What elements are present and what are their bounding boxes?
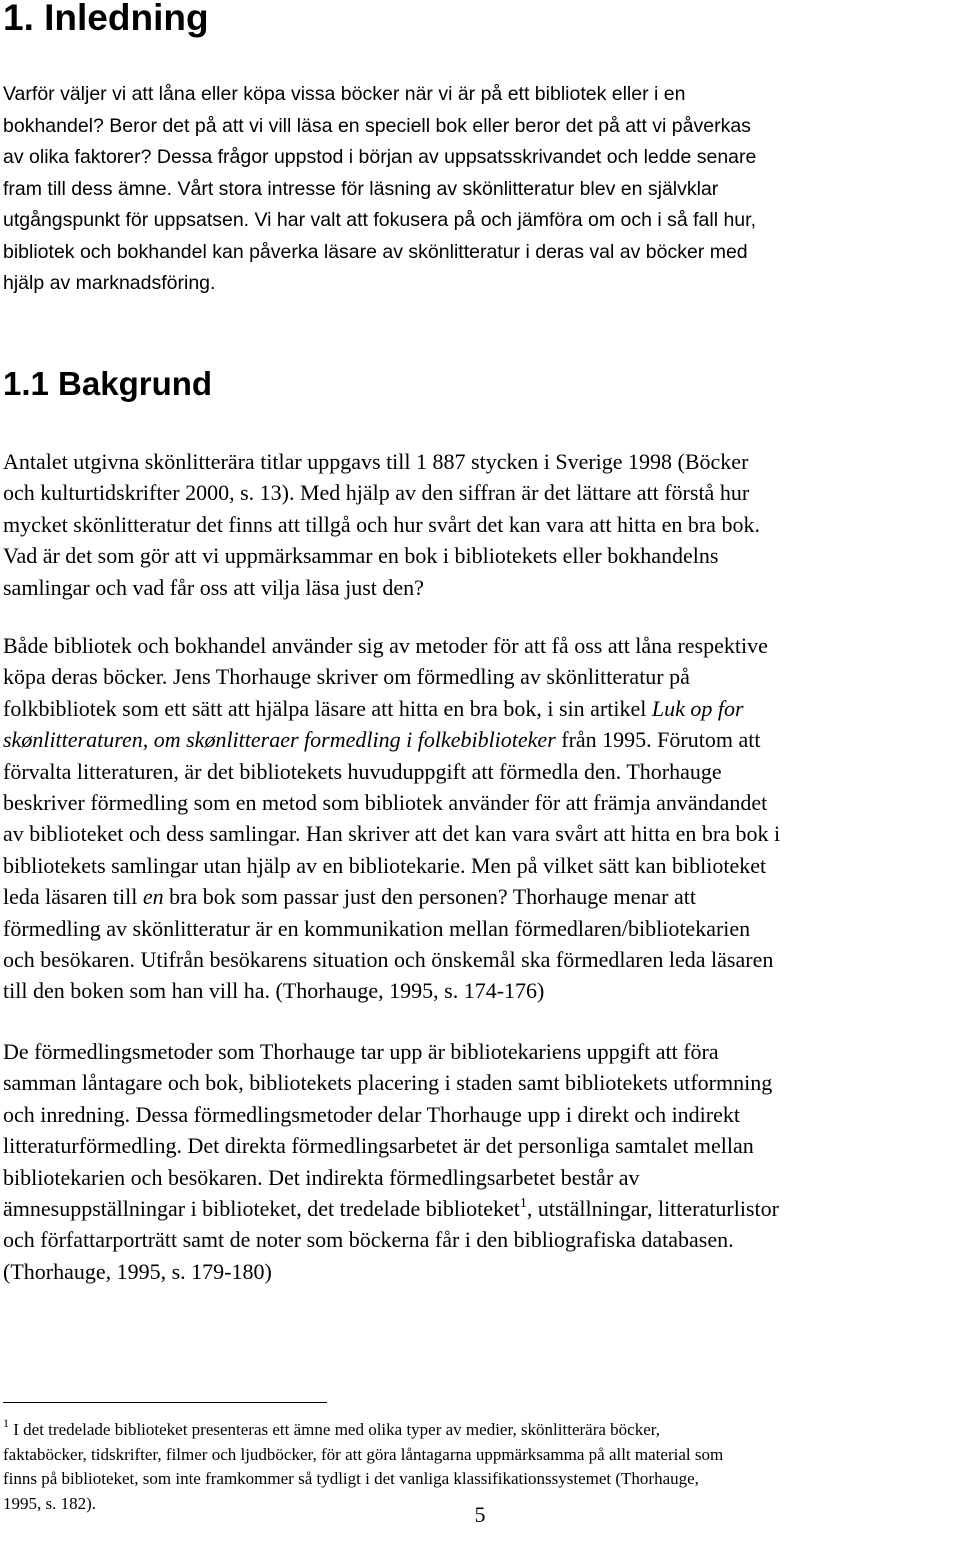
intro-line: Varför väljer vi att låna eller köpa vissa böcker när vi är på ett bibliotek eller i en [3,83,686,105]
paragraph-line [3,1193,779,1224]
article-title: skønlitteraturen, om skønlitteraer formedling i folkebiblioteker [3,727,556,753]
text-run: från 1995. Förutom att [555,727,761,753]
paragraph-line: litteraturförmedling. Det direkta förmedlingsarbetet är det personliga samtalet mellan [3,1133,754,1159]
paragraph-line: Vad är det som gör att vi uppmärksammar en bok i bibliotekets eller bokhandelns [3,543,719,569]
text-run: folkbibliotek som ett sätt att hjälpa läsare att hitta en bra bok, i sin artikel [3,695,652,721]
paragraph-line: och författarporträtt samt de noter som böckerna får i den bibliografiska databasen. [3,1227,734,1253]
paragraph-line: Både bibliotek och bokhandel använder sig av metoder för att få oss att låna respektive [3,633,768,658]
paragraph-line: samlingar och vad får oss att vilja läsa just den? [3,574,424,600]
footnote-line: faktaböcker, tidskrifter, filmer och ljudböcker, för att göra låntagarna uppmärksamma på allt material som [3,1444,724,1464]
page-number: 5 [474,1502,486,1527]
intro-line: fram till dess ämne. Vårt stora intresse för läsning av skönlitteratur blev en självklar [3,177,719,200]
paragraph-line: samman låntagare och bok, bibliotekets placering i staden samt bibliotekets utformning [3,1070,773,1096]
background-paragraph-2 [3,630,780,1007]
footnote-divider [3,1402,327,1403]
background-paragraph-3 [3,1036,779,1287]
paragraph-line [3,881,780,912]
emphasis: en [142,884,164,910]
paragraph-line: bibliotekarien och besökaren. Det indirekta förmedlingsarbetet består av [3,1164,640,1190]
footnote-marker: 1 [3,1416,9,1430]
paragraph-line: (Thorhauge, 1995, s. 179-180) [3,1258,272,1284]
paragraph-line: mycket skönlitteratur det finns att tillgå och hur svårt det kan vara att hitta en bra bok. [3,511,760,537]
paragraph-line: förmedling av skönlitteratur är en kommunikation mellan förmedlaren/bibliotekarien [3,915,751,941]
paragraph-line [3,724,780,755]
section-heading: 1.1 Bakgrund [3,365,213,402]
paragraph-line [3,693,780,724]
paragraph-line: förvalta litteraturen, är det bibliotekets huvuduppgift att förmedla den. Thorhauge [3,758,722,784]
paragraph-line: bibliotekets samlingar utan hjälp av en bibliotekarie. Men på vilket sätt kan biblioteket [3,852,767,878]
footnote-line: 1995, s. 182). [3,1494,97,1514]
paragraph-line: De förmedlingsmetoder som Thorhauge tar upp är bibliotekariens uppgift att föra [3,1039,719,1064]
article-title: Luk op for [651,695,744,721]
intro-line: bokhandel? Beror det på att vi vill läsa en speciell bok eller beror det på att vi påverkas [3,114,751,137]
paragraph-line: till den boken som han vill ha. (Thorhauge, 1995, s. 174-176) [3,978,545,1004]
intro-line: av olika faktorer? Dessa frågor uppstod i början av uppsatsskrivandet och ledde senare [3,146,757,168]
footnote-line [3,1418,723,1443]
paragraph-line: av biblioteket och dess samlingar. Han skriver att det kan vara svårt att hitta en bra bok i [3,821,781,847]
intro-line: bibliotek och bokhandel kan påverka läsare av skönlitteratur i deras val av böcker med [3,240,748,263]
background-paragraph-1 [3,446,760,603]
paragraph-line: och inredning. Dessa förmedlingsmetoder delar Thorhauge upp i direkt och indirekt [3,1101,740,1127]
paragraph-line: och besökaren. Utifrån besökarens situation och önskemål ska förmedlaren leda läsaren [3,947,774,973]
text-run: I det tredelade biblioteket presenteras ett ämne med olika typer av medier, skönlitterära böcker, [9,1420,660,1439]
paragraph-line: köpa deras böcker. Jens Thorhauge skriver om förmedling av skönlitteratur på [3,664,690,690]
chapter-heading: 1. Inledning [3,0,209,38]
text-run: , utställningar, litteraturlistor [526,1196,779,1222]
text-run: leda läsaren till [3,884,143,910]
paragraph-line: Antalet utgivna skönlitterära titlar uppgavs till 1 887 stycken i Sverige 1998 (Böcker [3,449,749,474]
footnote-line: finns på biblioteket, som inte framkommer så tydligt i det vanliga klassifikationssystemet (Thorhauge, [3,1469,699,1489]
intro-line: utgångspunkt för uppsatsen. Vi har valt att fokusera på och jämföra om och i så fall hur, [3,209,756,231]
text-run: ämnesuppställningar i biblioteket, det tredelade biblioteket [3,1196,520,1222]
paragraph-line: beskriver förmedling som en metod som bibliotek använder för att främja användandet [3,790,768,816]
intro-line: hjälp av marknadsföring. [3,272,216,294]
text-run: bra bok som passar just den personen? Thorhauge menar att [163,884,696,910]
intro-paragraph [3,79,756,300]
footnote-reference: 1 [519,1196,527,1212]
paragraph-line: och kulturtidskrifter 2000, s. 13). Med hjälp av den siffran är det lättare att förstå hur [3,480,750,506]
